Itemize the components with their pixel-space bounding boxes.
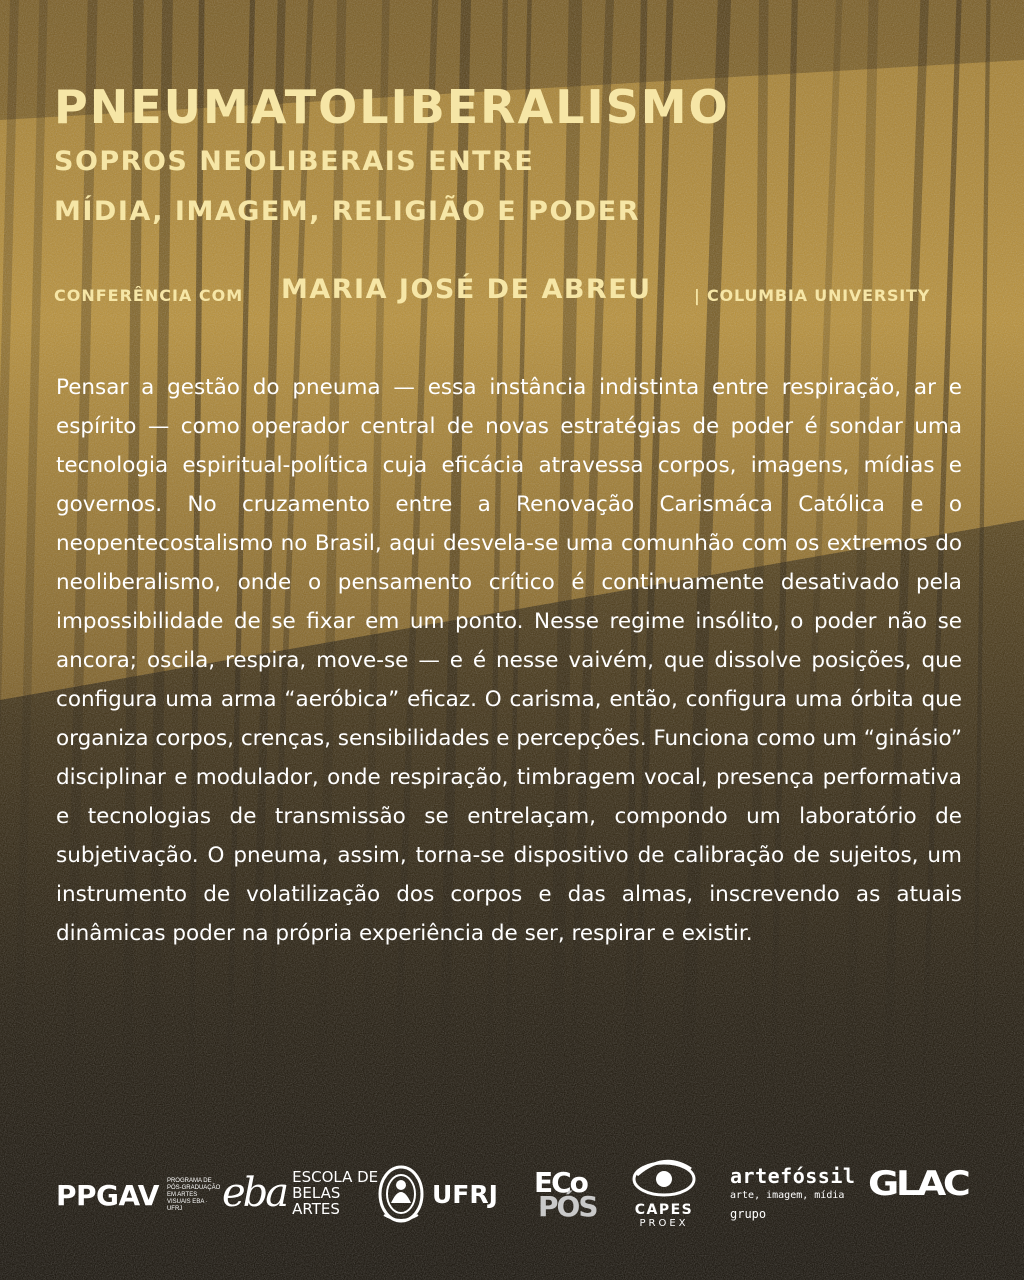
ufrj-wordmark: UFRJ	[432, 1179, 498, 1209]
ppgav-description: PROGRAMA DE PÓS-GRADUAÇÃO EM ARTES VISUAIS EBA · UFRJ	[166, 1178, 221, 1212]
abstract-text: Pensar a gestão do pneuma — essa instância indistinta entre respiração, ar e espírito — como operador central de novas estratégias de poder é sondar uma tecnologia espiritual-política cuja eficácia atravessa corpos, imagens, mídias e governos. No cruzamento entre a Renovação Carismáca Católica e o neopentecostalismo no Brasil, aqui desvela-se uma comunhão com os extremos do neoliberalismo, onde o pensamento crítico é continuamente desativado pela impossibilidade de se fixar em um ponto. Nesse regime insólito, o poder não se ancora; oscila, respira, move-se — e é nesse vaivém, que dissolve posições, que configura uma arma “aeróbica” eficaz. O carisma, então, configura uma órbita que organiza corpos, crenças, sensibilidades e percepções. Funciona como um “ginásio” disciplinar e modulador, onde respiração, timbragem vocal, presença performativa e tecnologias de transmissão se entrelaçam, compondo um laboratório de subjetivação. O pneuma, assim, torna-se dispositivo de calibração de sujeitos, um instrumento de volatilização dos corpos e das almas, inscrevendo as atuais dinâmicas poder na própria experiência de ser, respirar e existir.	[56, 375, 962, 946]
ufrj-emblem-icon	[376, 1163, 426, 1225]
speaker-row	[54, 274, 974, 314]
eba-logo	[222, 1168, 382, 1218]
speaker-name: MARIA JOSÉ DE ABREU	[281, 274, 652, 305]
artefossil-group: grupo	[730, 1207, 767, 1221]
conference-label: CONFERÊNCIA COM	[54, 286, 244, 305]
ppgav-wordmark: PPGAV	[56, 1179, 159, 1212]
ufrj-logo	[376, 1163, 498, 1225]
capes-emblem-icon	[629, 1155, 699, 1199]
artefossil-logo	[730, 1164, 855, 1221]
ecopos-top: ECo	[534, 1166, 587, 1199]
poster-title: PNEUMATOLIBERALISMO	[54, 80, 730, 134]
speaker-affiliation: | COLUMBIA UNIVERSITY	[694, 286, 931, 305]
poster-subtitle-line-2: MÍDIA, IMAGEM, RELIGIÃO E PODER	[54, 196, 641, 227]
glac-logo: GLAC	[868, 1164, 968, 1204]
capes-logo	[628, 1155, 700, 1229]
ecopos-bottom: PÓS	[538, 1190, 597, 1223]
artefossil-tagline: arte, imagem, mídia	[730, 1190, 845, 1201]
ecopos-logo	[532, 1166, 600, 1224]
ppgav-logo	[56, 1178, 221, 1213]
artefossil-wordmark: artefóssil	[730, 1164, 856, 1188]
eba-mark: eba	[222, 1170, 287, 1216]
eba-text: ESCOLA DE BELAS ARTES	[292, 1168, 379, 1218]
poster-subtitle-line-1: SOPROS NEOLIBERAIS ENTRE	[54, 146, 535, 177]
capes-wordmark: CAPES	[634, 1202, 694, 1218]
capes-proex: PROEX	[639, 1218, 689, 1229]
